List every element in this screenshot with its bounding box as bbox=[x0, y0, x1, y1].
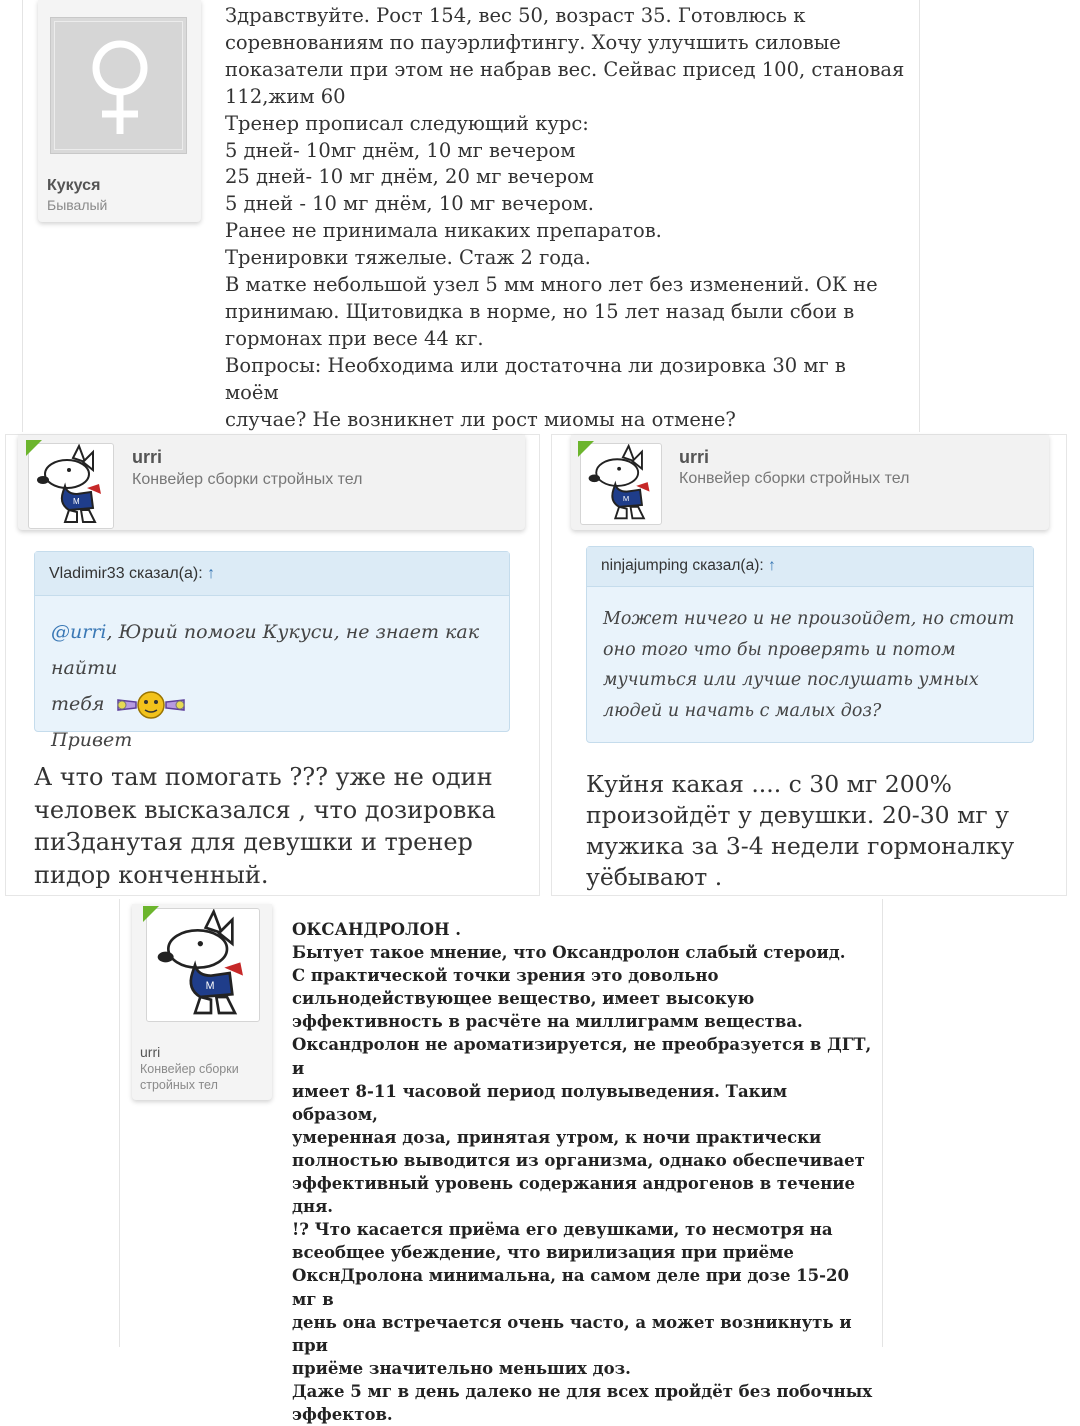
quote-jump-arrow[interactable]: ↑ bbox=[768, 557, 776, 574]
quote-header bbox=[35, 552, 509, 596]
quote-body bbox=[51, 614, 501, 758]
user-name[interactable]: Кукуся bbox=[47, 177, 101, 194]
bull-terrier-mascot-icon bbox=[147, 909, 259, 1021]
user-title: Конвейер сборки стройных тел bbox=[679, 470, 910, 487]
quote-text: , Юрий помоги Кукуси, не знает как найти bbox=[51, 621, 480, 679]
user-name[interactable]: urri bbox=[679, 447, 710, 467]
avatar[interactable] bbox=[50, 17, 187, 154]
user-name[interactable]: urri bbox=[132, 447, 163, 467]
quote-author[interactable]: ninjajumping сказал(а): bbox=[601, 557, 764, 574]
post-3 bbox=[551, 434, 1067, 896]
hug-smiley-icon bbox=[114, 690, 188, 720]
reply-text: А что там помогать ??? уже не один человек высказался , что дозировка пиЗданутая для девушки и тренер пидор конченный. bbox=[34, 763, 496, 889]
user-title: Бывалый bbox=[47, 197, 108, 213]
post-text: ОКСАНДРОЛОН . Бытует такое мнение, что Оксандролон слабый стероид. С практической точки зрения это довольно сильнодействующее вещество, имеет высокую эффективность в расчёте на миллиграмм вещества. Оксандролон не ароматизируется, не преобразуется в ДГТ, и имеет 8-11 часовой период полувыведения. Таким образом, умеренная доза, принятая утром, к ночи практически полностью выводится из организма, однако обеспечивает эффективный уровень содержания андрогенов в течение дня. !? Что касается приёма его девушками, то несмотря на всеобщее убеждение, что вирилизация при приёме ОкснДролона минимальна, на самом деле при дозе 15-20 мг в день она встречается очень часто, а может возникнуть и при приёме значительно меньших доз. Даже 5 мг в день далеко не для всех пройдёт без побочных эффектов. bbox=[292, 920, 873, 1424]
avatar[interactable] bbox=[146, 908, 260, 1022]
reply-text: Куйня какая .... с 30 мг 200% произойдёт у девушки. 20-30 мг у мужика за 3-4 недели гормоналку уёбывают . bbox=[586, 770, 1015, 891]
svg-text:M: M bbox=[73, 497, 80, 506]
quote-text: Привет bbox=[51, 729, 133, 751]
quote-author[interactable]: Vladimir33 сказал(а): bbox=[49, 565, 203, 582]
quote-text: тебя bbox=[51, 693, 105, 715]
quote-block bbox=[34, 551, 510, 751]
user-title: Конвейер сборки стройных тел bbox=[132, 471, 363, 488]
svg-text:M: M bbox=[622, 494, 630, 504]
online-indicator bbox=[578, 441, 594, 457]
venus-symbol-icon bbox=[51, 18, 187, 154]
post-2 bbox=[5, 434, 540, 896]
user-name[interactable]: urri bbox=[140, 1044, 161, 1060]
post-text: Здравствуйте. Рост 154, вес 50, возраст 35. Готовлюсь к соревнованиям по пауэрлифтингу. Хочу улучшить силовые показатели при этом не набрав вес. Сейвас присед 100, становая 112,жим 60 Тренер прописал следующий курс: 5 дней- 10мг днём, 10 мг вечером 25 дней- 10 мг днём, 20 мг вечером 5 дней - 10 мг днём, 10 мг вечером. Ранее не принимала никаких препаратов. Тренировки тяжелые. Стаж 2 года. В матке небольшой узел 5 мм много лет без изменений. ОК не принимаю. Щитовидка в норме, но 15 лет назад были сбои в гормонах при весе 44 кг. Вопросы: Необходима или достаточна ли дозировка 30 мг в моём случае? Не возникнет ли рост миомы на отмене? bbox=[225, 4, 905, 431]
quote-jump-arrow[interactable]: ↑ bbox=[207, 565, 216, 582]
quote-header bbox=[587, 547, 1033, 587]
user-mention[interactable]: @urri bbox=[51, 621, 107, 643]
quote-block bbox=[586, 546, 1034, 743]
quote-body: Может ничего и не произойдет, но стоит оно того что бы проверять и потом мучиться или лучше послушать умных людей и начать с малых доз? bbox=[603, 609, 1015, 721]
user-title: Конвейер сборки стройных тел bbox=[140, 1062, 239, 1092]
svg-text:M: M bbox=[205, 980, 215, 992]
bull-terrier-mascot-icon bbox=[29, 444, 113, 528]
online-indicator bbox=[26, 440, 42, 456]
online-indicator bbox=[143, 906, 159, 922]
